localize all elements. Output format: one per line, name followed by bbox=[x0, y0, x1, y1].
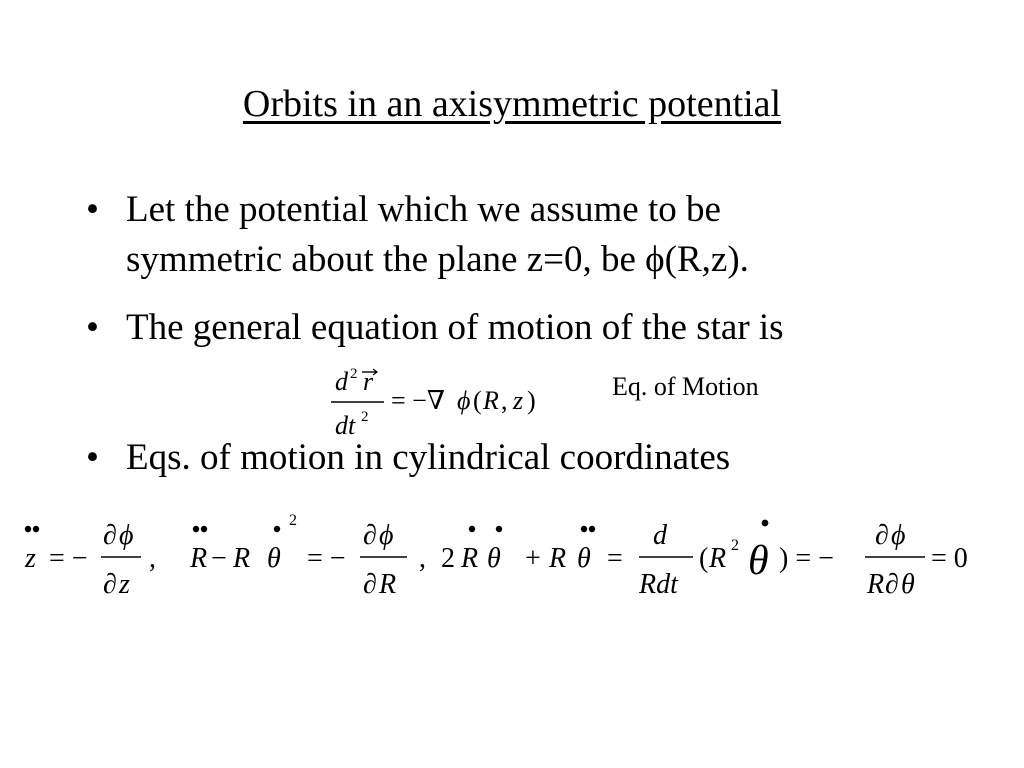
svg-text:,: , bbox=[419, 543, 426, 574]
svg-text:dt: dt bbox=[335, 411, 356, 440]
svg-text:−: − bbox=[211, 543, 227, 574]
svg-text:R: R bbox=[379, 569, 397, 600]
bullet-text-line: symmetric about the plane z=0, be ϕ(R,z). bbox=[126, 239, 749, 280]
svg-text:= −: = − bbox=[307, 543, 346, 574]
svg-text:= −: = − bbox=[49, 543, 88, 574]
svg-text:(: ( bbox=[473, 386, 482, 415]
svg-text:R: R bbox=[549, 543, 567, 574]
svg-text:d: d bbox=[653, 520, 667, 551]
svg-text:z: z bbox=[119, 569, 130, 600]
svg-text:R: R bbox=[709, 543, 727, 574]
svg-text:θ: θ bbox=[577, 543, 591, 574]
svg-text:Rdt: Rdt bbox=[639, 569, 678, 600]
svg-text:R: R bbox=[190, 543, 208, 574]
svg-text:∂: ∂ bbox=[103, 520, 117, 551]
svg-text:R: R bbox=[233, 543, 251, 574]
bullet-text: Eqs. of motion in cylindrical coordinates bbox=[126, 437, 731, 478]
svg-text:R: R bbox=[867, 569, 885, 600]
svg-text:2: 2 bbox=[350, 366, 358, 382]
svg-text:ϕ: ϕ bbox=[891, 520, 906, 551]
svg-text:θ: θ bbox=[901, 569, 915, 600]
svg-text:R: R bbox=[461, 543, 479, 574]
bullet-marker: • bbox=[86, 189, 99, 230]
svg-text:= 0: = 0 bbox=[931, 543, 968, 574]
svg-text:r: r bbox=[363, 367, 374, 396]
svg-text:θ: θ bbox=[267, 543, 281, 574]
svg-text:∂: ∂ bbox=[875, 520, 889, 551]
bullet-marker: • bbox=[86, 307, 99, 348]
svg-text:,: , bbox=[149, 543, 156, 574]
bullet-text: The general equation of motion of the star is bbox=[126, 307, 784, 348]
svg-text:ϕ: ϕ bbox=[119, 520, 134, 551]
svg-text:2: 2 bbox=[289, 512, 297, 529]
bullet-item-equation-of-motion bbox=[86, 303, 1006, 353]
svg-text:R: R bbox=[483, 386, 499, 415]
svg-text:2: 2 bbox=[441, 543, 455, 574]
bullet-item-potential bbox=[86, 185, 1006, 285]
bullet-marker: • bbox=[86, 437, 99, 478]
svg-text:ϕ: ϕ bbox=[457, 386, 471, 415]
svg-text:2: 2 bbox=[731, 537, 739, 554]
svg-text:ϕ: ϕ bbox=[379, 520, 394, 551]
svg-text:d: d bbox=[335, 367, 348, 396]
svg-text:z: z bbox=[25, 543, 36, 574]
svg-text:θ: θ bbox=[748, 538, 769, 584]
svg-text:): ) bbox=[527, 386, 536, 415]
svg-text:z: z bbox=[513, 386, 524, 415]
svg-text:,: , bbox=[501, 386, 508, 415]
bullet-text-line: Let the potential which we assume to be bbox=[126, 189, 721, 230]
svg-text:= −∇: = −∇ bbox=[391, 386, 445, 415]
svg-text:2: 2 bbox=[361, 409, 369, 425]
svg-text:∂: ∂ bbox=[103, 569, 117, 600]
equations-cylindrical bbox=[15, 510, 1015, 610]
svg-text:) = −: ) = − bbox=[779, 543, 834, 574]
svg-text:∂: ∂ bbox=[363, 569, 377, 600]
svg-text:(: ( bbox=[699, 543, 709, 574]
svg-text:∂: ∂ bbox=[885, 569, 899, 600]
svg-text:=: = bbox=[607, 543, 623, 574]
equation-of-motion-vector bbox=[327, 360, 587, 440]
svg-text:∂: ∂ bbox=[363, 520, 377, 551]
equation-label: Eq. of Motion bbox=[612, 372, 759, 401]
slide-title: Orbits in an axisymmetric potential bbox=[242, 83, 782, 125]
bullet-item-cylindrical bbox=[86, 433, 1006, 483]
svg-text:θ: θ bbox=[487, 543, 501, 574]
svg-text:+: + bbox=[525, 543, 541, 574]
